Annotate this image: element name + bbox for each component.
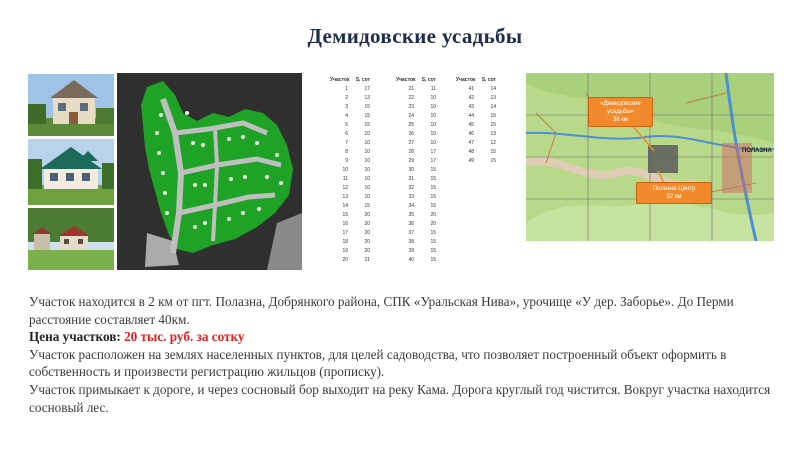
callout-a-line3: 38 км — [612, 117, 629, 123]
lot-area: 15 — [430, 176, 436, 182]
description-access: Участок примыкает к дороге, и через сосновый бор выходит на реку Кама. Дорога круглый год чистится. Вокруг участка находится сосновый лес. — [29, 381, 771, 415]
lot-number: 7 — [345, 140, 348, 146]
lot-number: 33 — [408, 194, 414, 200]
table-row — [330, 184, 370, 193]
table-row — [396, 94, 436, 103]
table-header-row — [456, 76, 496, 85]
price-value: 20 тыс. руб. за сотку — [124, 329, 245, 345]
lot-area: 21 — [364, 257, 370, 263]
table-row — [456, 157, 496, 166]
table-row — [330, 94, 370, 103]
lot-area: 17 — [430, 158, 436, 164]
lot-area: 15 — [430, 230, 436, 236]
lot-area: 15 — [490, 149, 496, 155]
lot-area: 14 — [490, 86, 496, 92]
callout-a-line1: «Демидовские — [600, 101, 641, 107]
lot-number: 10 — [342, 167, 348, 173]
lot-number: 15 — [342, 212, 348, 218]
lot-number: 29 — [408, 158, 414, 164]
table-row — [330, 139, 370, 148]
lot-number: 8 — [345, 149, 348, 155]
lot-area: 12 — [490, 140, 496, 146]
lot-number: 24 — [408, 113, 414, 119]
table-row — [330, 211, 370, 220]
header-area: S, сот — [421, 77, 436, 83]
lot-area: 15 — [490, 158, 496, 164]
lot-layout-plan — [117, 73, 302, 270]
lot-area: 10 — [430, 140, 436, 146]
table-row — [330, 238, 370, 247]
lot-area: 10 — [364, 185, 370, 191]
lot-area: 15 — [490, 113, 496, 119]
table-row — [330, 166, 370, 175]
description-land-use: Участок расположен на землях населенных пунктов, для целей садоводства, что позволяет построенный объект оформить в собственность и произвести регистрацию жильцов (прописку). — [29, 346, 727, 380]
lot-area: 15 — [430, 194, 436, 200]
lot-number: 17 — [342, 230, 348, 236]
lot-area: 15 — [430, 248, 436, 254]
photo-green-roof-house — [28, 139, 114, 205]
lot-table-column-3 — [456, 76, 496, 166]
lot-area: 10 — [430, 104, 436, 110]
lot-number: 46 — [468, 131, 474, 137]
lot-number: 31 — [408, 176, 414, 182]
lot-number: 30 — [408, 167, 414, 173]
lot-area: 10 — [364, 158, 370, 164]
lot-number: 25 — [408, 122, 414, 128]
page-title: Демидовские усадьбы — [307, 24, 523, 48]
header-lot: Участок — [330, 77, 350, 83]
lot-area: 10 — [364, 140, 370, 146]
table-row — [396, 202, 436, 211]
table-row — [396, 148, 436, 157]
lot-area: 15 — [364, 104, 370, 110]
lot-number: 39 — [408, 248, 414, 254]
lot-area: 15 — [490, 122, 496, 128]
lot-table-column-1 — [330, 76, 370, 265]
table-row — [396, 247, 436, 256]
lot-area: 10 — [364, 131, 370, 137]
callout-b-line1: Полазна-Центр — [652, 186, 696, 192]
lot-number: 18 — [342, 239, 348, 245]
table-row — [456, 139, 496, 148]
lot-area: 15 — [430, 239, 436, 245]
lot-area: 11 — [430, 86, 436, 92]
table-row — [330, 121, 370, 130]
lot-number: 43 — [468, 104, 474, 110]
description — [29, 293, 789, 416]
table-row — [396, 229, 436, 238]
lot-number: 5 — [345, 122, 348, 128]
lot-area: 20 — [364, 239, 370, 245]
table-row — [396, 184, 436, 193]
lot-area: 15 — [430, 203, 436, 209]
table-row — [456, 103, 496, 112]
description-price — [29, 328, 789, 346]
lot-number: 41 — [468, 86, 474, 92]
lot-area: 20 — [364, 212, 370, 218]
lot-number: 14 — [342, 203, 348, 209]
lot-number: 4 — [345, 113, 348, 119]
lot-area: 10 — [364, 149, 370, 155]
lot-number: 12 — [342, 185, 348, 191]
description-location: Участок находится в 2 км от пгт. Полазна, Добрянкого района, СПК «Уральская Нива», урочище «У дер. Заборье». До Перми расстояние составляет 40км. — [29, 294, 734, 327]
lot-number: 1 — [345, 86, 348, 92]
header-lot: Участок — [456, 77, 476, 83]
lot-area: 20 — [364, 230, 370, 236]
lot-area: 10 — [364, 176, 370, 182]
table-row — [396, 256, 436, 265]
table-row — [330, 148, 370, 157]
table-row — [396, 121, 436, 130]
table-row — [396, 112, 436, 121]
lot-number: 38 — [408, 239, 414, 245]
table-row — [396, 103, 436, 112]
table-row — [330, 193, 370, 202]
lot-number: 23 — [408, 104, 414, 110]
lot-area: 10 — [430, 95, 436, 101]
table-row — [396, 211, 436, 220]
lot-area: 20 — [430, 221, 436, 227]
lot-number: 22 — [408, 95, 414, 101]
lot-number: 21 — [408, 86, 414, 92]
table-row — [396, 220, 436, 229]
table-row — [330, 103, 370, 112]
lot-area: 14 — [490, 104, 496, 110]
header-lot: Участок — [396, 77, 416, 83]
table-row — [396, 157, 436, 166]
table-row — [330, 220, 370, 229]
lot-number: 32 — [408, 185, 414, 191]
table-row — [456, 148, 496, 157]
lot-number: 19 — [342, 248, 348, 254]
table-row — [456, 121, 496, 130]
table-row — [396, 238, 436, 247]
lot-area: 20 — [364, 221, 370, 227]
lot-area: 10 — [430, 113, 436, 119]
lot-number: 37 — [408, 230, 414, 236]
lot-table-column-2 — [396, 76, 436, 265]
lot-number: 20 — [342, 257, 348, 263]
lot-number: 6 — [345, 131, 348, 137]
photo-cottage — [28, 74, 114, 136]
lot-number: 26 — [408, 131, 414, 137]
callout-a-line2: усадьбы» — [607, 109, 634, 115]
table-row — [396, 166, 436, 175]
lot-number: 28 — [408, 149, 414, 155]
header-area: S, сот — [355, 77, 370, 83]
table-header-row — [396, 76, 436, 85]
lot-area: 17 — [430, 149, 436, 155]
lot-area: 15 — [364, 113, 370, 119]
lot-area: 20 — [430, 212, 436, 218]
table-row — [396, 139, 436, 148]
town-label: ПОЛАЗНА — [742, 148, 772, 154]
lot-area: 10 — [364, 194, 370, 200]
table-row — [330, 130, 370, 139]
lot-number: 49 — [468, 158, 474, 164]
lot-number: 36 — [408, 221, 414, 227]
lot-area: 13 — [490, 131, 496, 137]
table-row — [396, 193, 436, 202]
lot-number: 3 — [345, 104, 348, 110]
lot-area: 13 — [490, 95, 496, 101]
lot-area: 10 — [430, 131, 436, 137]
lot-area: 13 — [364, 95, 370, 101]
lot-area: 15 — [430, 167, 436, 173]
lot-number: 2 — [345, 95, 348, 101]
table-row — [456, 130, 496, 139]
table-row — [330, 247, 370, 256]
callout-polazna-center — [636, 182, 712, 204]
table-row — [396, 130, 436, 139]
lot-number: 35 — [408, 212, 414, 218]
table-row — [456, 85, 496, 94]
price-label: Цена участков: — [29, 329, 125, 345]
photo-red-roof-house — [28, 208, 114, 270]
table-row — [330, 85, 370, 94]
table-row — [456, 112, 496, 121]
table-row — [456, 94, 496, 103]
lot-number: 11 — [342, 176, 348, 182]
header-area: S, сот — [481, 77, 496, 83]
lot-number: 16 — [342, 221, 348, 227]
lot-area: 17 — [364, 86, 370, 92]
table-row — [330, 157, 370, 166]
lot-number: 42 — [468, 95, 474, 101]
lot-number: 45 — [468, 122, 474, 128]
lot-area: 15 — [364, 203, 370, 209]
table-row — [330, 175, 370, 184]
lot-number: 47 — [468, 140, 474, 146]
lot-area: 15 — [430, 185, 436, 191]
table-row — [396, 175, 436, 184]
lot-area: 15 — [364, 122, 370, 128]
table-header-row — [330, 76, 370, 85]
table-row — [330, 256, 370, 265]
lot-number: 48 — [468, 149, 474, 155]
lot-area: 10 — [364, 167, 370, 173]
lot-area: 15 — [430, 257, 436, 263]
table-row — [330, 202, 370, 211]
table-row — [330, 229, 370, 238]
table-row — [330, 112, 370, 121]
callout-demidov-estates — [588, 97, 653, 127]
lot-number: 13 — [342, 194, 348, 200]
lot-number: 44 — [468, 113, 474, 119]
lot-number: 27 — [408, 140, 414, 146]
lot-number: 34 — [408, 203, 414, 209]
lot-area: 10 — [430, 122, 436, 128]
lot-number: 9 — [345, 158, 348, 164]
lot-number: 40 — [408, 257, 414, 263]
table-row — [396, 85, 436, 94]
callout-b-line2: 32 км — [666, 194, 682, 200]
lot-area: 20 — [364, 248, 370, 254]
